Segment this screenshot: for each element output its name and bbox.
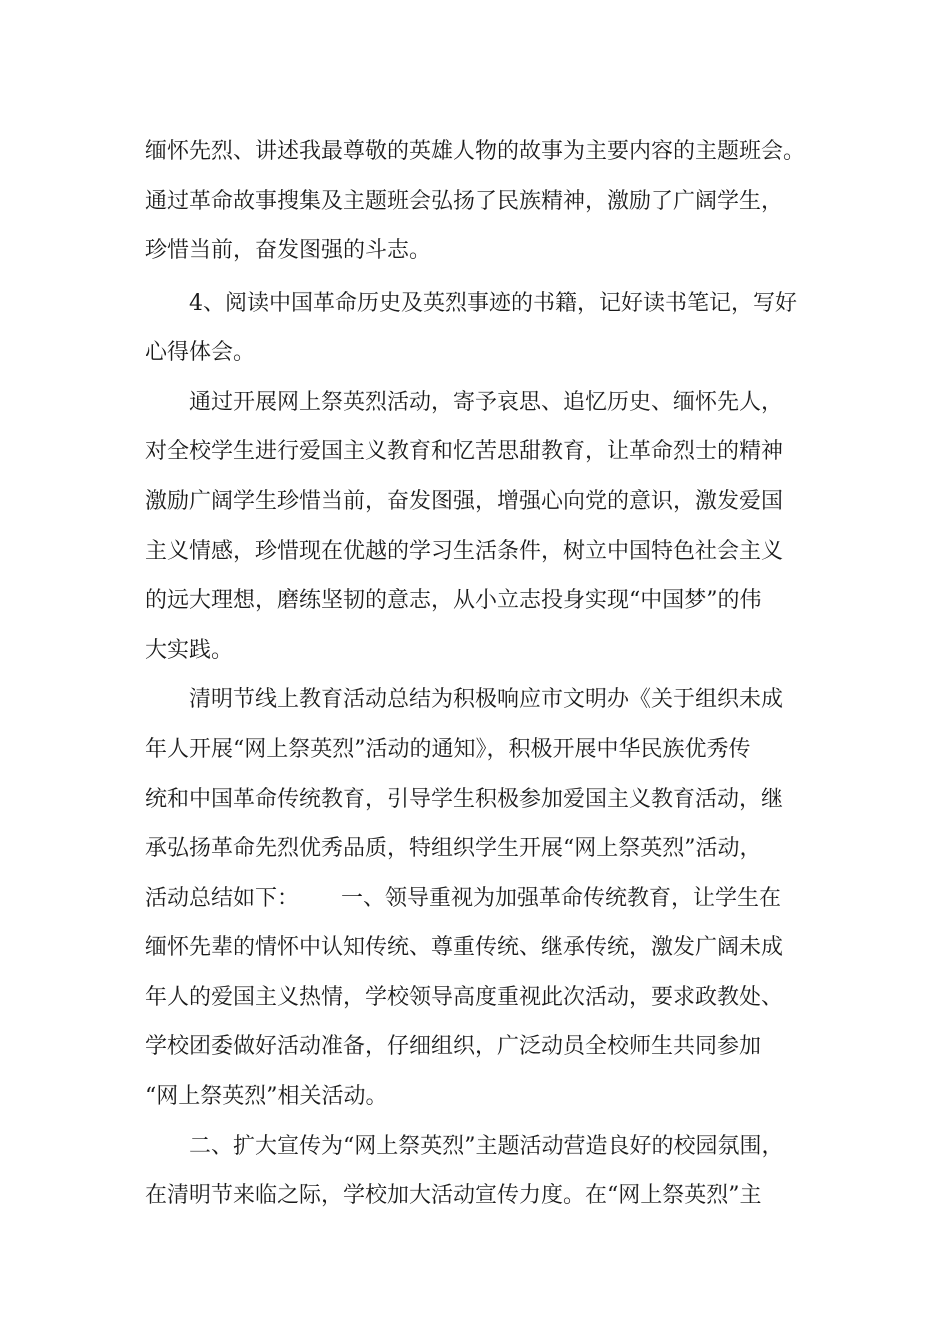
text-line: 缅怀先烈、讲述我最尊敬的英雄人物的故事为主要内容的主题班会。 bbox=[145, 139, 806, 164]
text-line: 年人的爱国主义热情，学校领导高度重视此次活动，要求政教处、 bbox=[145, 985, 784, 1010]
text-line: 4、阅读中国革命历史及英烈事迹的书籍，记好读书笔记，写好 bbox=[189, 291, 797, 316]
text-line: 对全校学生进行爱国主义教育和忆苦思甜教育，让革命烈士的精神 bbox=[145, 439, 784, 464]
text-line: 激励广阔学生珍惜当前，奋发图强，增强心向党的意识，激发爱国 bbox=[145, 489, 784, 514]
text-line: 在清明节来临之际，学校加大活动宣传力度。在“网上祭英烈”主 bbox=[145, 1183, 762, 1208]
text-line: 缅怀先辈的情怀中认知传统、尊重传统、继承传统，激发广阔未成 bbox=[145, 935, 784, 960]
text-line: 年人开展“网上祭英烈”活动的通知》，积极开展中华民族优秀传 bbox=[145, 737, 751, 762]
text-line: 心得体会。 bbox=[145, 340, 256, 365]
text-line: 主义情感，珍惜现在优越的学习生活条件，树立中国特色社会主义 bbox=[145, 539, 784, 564]
text-line: 清明节线上教育活动总结为积极响应市文明办《关于组织未成 bbox=[189, 687, 784, 712]
text-line: 活动总结如下： 一、领导重视为加强革命传统教育，让学生在 bbox=[145, 886, 781, 911]
text-line: 承弘扬革命先烈优秀品质，特组织学生开展“网上祭英烈”活动， bbox=[145, 836, 762, 861]
text-line: 珍惜当前，奋发图强的斗志。 bbox=[145, 238, 432, 263]
text-line: 大实践。 bbox=[145, 638, 234, 663]
text-line: 统和中国革命传统教育，引导学生积极参加爱国主义教育活动，继 bbox=[145, 787, 784, 812]
text-line: 通过开展网上祭英烈活动，寄予哀思、追忆历史、缅怀先人， bbox=[189, 390, 784, 415]
text-line: 通过革命故事搜集及主题班会弘扬了民族精神，激励了广阔学生， bbox=[145, 189, 784, 214]
text-line: 学校团委做好活动准备，仔细组织，广泛动员全校师生共同参加 bbox=[145, 1034, 762, 1059]
text-line: “网上祭英烈”相关活动。 bbox=[145, 1084, 388, 1109]
text-line: 的远大理想，磨练坚韧的意志，从小立志投身实现“中国梦”的伟 bbox=[145, 588, 762, 613]
text-line: 二、扩大宣传为“网上祭英烈”主题活动营造良好的校园氛围， bbox=[189, 1134, 784, 1159]
